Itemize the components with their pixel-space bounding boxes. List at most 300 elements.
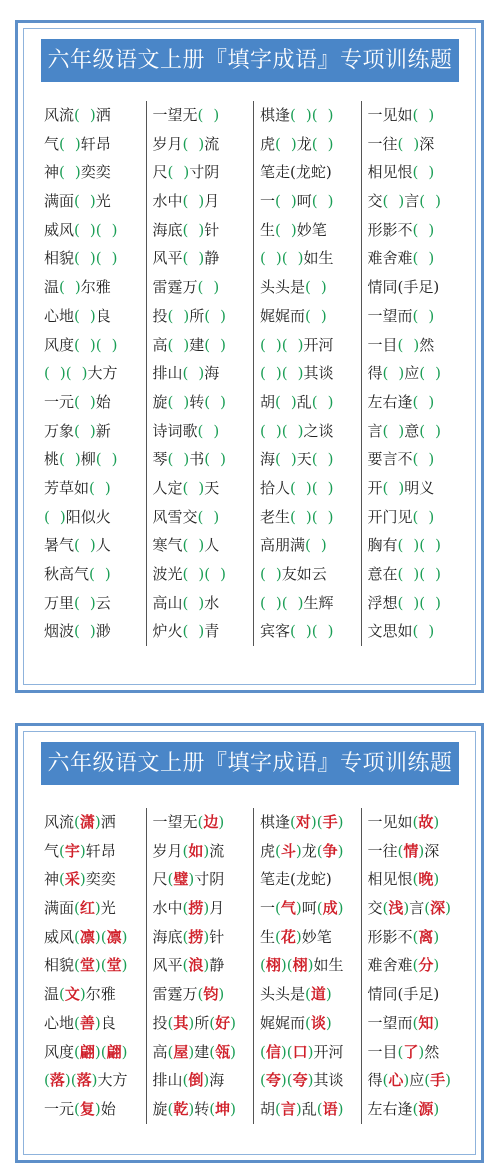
paren-open: ( [74,899,80,918]
paren-open: ( [281,593,288,612]
paren-close: ) [203,1071,210,1090]
idiom-text: 呵 [301,899,317,918]
paren-close: ) [89,106,96,124]
paren-open: ( [167,335,174,354]
idiom-question [44,359,146,388]
idiom-answer [368,1095,469,1124]
idiom-text: 娓娓而 [260,1013,306,1032]
idiom-question [153,589,254,618]
answer-char: 争 [322,841,338,860]
idiom-text: 雷霆万 [152,278,198,297]
paren-close: ) [433,956,440,975]
idiom-question [153,216,254,245]
idiom-text: 神 [44,163,60,182]
paren-open: ( [59,278,65,297]
paren-close: ) [74,278,81,297]
answer-char: 落 [49,1071,65,1090]
paren-close: ) [435,593,441,612]
paren-open: ( [74,536,80,555]
answer-char: 成 [322,899,338,918]
idiom-text: 静 [209,956,225,975]
idiom-question [44,503,146,532]
idiom-text: 奕奕 [85,870,116,889]
paren-close: ) [188,1042,195,1061]
paren-open: ( [311,106,318,124]
idiom-text: 万象 [44,421,75,440]
idiom-text: 水 [204,593,220,612]
paren-close: ) [89,421,96,440]
paren-close: ) [418,1042,425,1061]
paren-close: ) [398,478,405,497]
paren-close: ) [198,249,205,268]
idiom-text: 渺 [95,622,111,641]
idiom-question [44,331,146,360]
paren-open: ( [275,450,281,469]
idiom-text: 乱 [296,392,312,411]
idiom-text: 风平 [152,249,183,268]
answer-char: 堂 [106,956,122,975]
idiom-text: 一见如 [367,813,413,831]
idiom-answer [153,951,254,980]
idiom-text: 形影不 [367,927,413,946]
paren-open: ( [209,1099,216,1118]
paren-close: ) [198,220,205,239]
idiom-answer [153,980,254,1009]
paren-open: ( [260,956,266,975]
answer-char: 晚 [418,870,434,889]
idiom-question [153,531,254,560]
answer-char: 坤 [215,1099,231,1118]
paren-close: ) [220,450,226,469]
answer-char: 屋 [173,1042,189,1061]
idiom-question [368,560,469,589]
idiom-answer [260,894,361,923]
idiom-question [153,302,254,331]
idiom-text: 难舍难 [367,249,413,268]
answer-char: 采 [64,870,80,889]
paren-open: ( [89,565,95,583]
paren-open: ( [74,1042,80,1061]
paren-close: ) [198,593,205,612]
idiom-text: 虎 [260,134,276,153]
idiom-text: 交 [367,192,383,211]
paren-close: ) [94,1099,101,1118]
idiom-text: 得 [367,364,383,383]
answer-char: 谈 [310,1013,326,1032]
paren-open: ( [311,450,318,469]
paren-open: ( [419,364,426,383]
idiom-text: 轩昂 [80,134,111,153]
paren-open: ( [311,478,318,497]
paren-open: ( [281,249,288,268]
paren-open: ( [412,106,419,124]
paren-open: ( [74,593,80,612]
answer-char: 凛 [79,927,95,946]
idiom-text: 风流 [44,813,75,831]
idiom-text: 针 [204,220,220,239]
paren-close: ) [307,1071,314,1090]
idiom-text: 一往 [367,841,398,860]
paren-open: ( [59,134,65,153]
paren-open: ( [424,1071,431,1090]
paren-close: ) [198,134,205,153]
paren-open: ( [311,134,318,153]
idiom-question [368,474,469,503]
answer-char: 捞 [188,899,204,918]
idiom-text: 深 [419,134,435,153]
paren-close: ) [89,192,96,211]
paren-close: ) [203,899,210,918]
idiom-question [44,273,146,302]
paren-open: ( [182,841,189,860]
paren-open: ( [281,335,288,354]
idiom-question [368,331,469,360]
paren-close: ) [398,421,405,440]
answer-char: 宇 [64,841,80,860]
idiom-answer [44,894,146,923]
idiom-question [44,531,146,560]
paren-close: ) [203,927,210,946]
paren-open: ( [204,392,211,411]
paren-open: ( [260,593,266,612]
answer-char: 乾 [173,1099,189,1118]
idiom-question [153,130,254,159]
idiom-question [44,617,146,646]
idiom-text: 开门见 [367,507,413,526]
idiom-text: 一望无 [152,106,198,124]
idiom-answer [368,1038,469,1067]
paren-open: ( [100,927,107,946]
idiom-answer [44,808,146,837]
answer-char: 花 [280,927,296,946]
paren-close: ) [89,593,96,612]
paren-close: ) [94,956,101,975]
idiom-question [260,445,361,474]
idiom-text: 良 [100,1013,116,1032]
paren-close: ) [59,507,66,526]
paren-close: ) [290,220,297,239]
idiom-text: 情同(手足) [367,278,440,297]
idiom-text: 建 [194,1042,210,1061]
idiom-text: 开河 [313,1042,344,1061]
paren-open: ( [290,622,296,641]
paren-close: ) [337,899,344,918]
paren-close: ) [337,841,344,860]
paren-open: ( [305,306,311,325]
idiom-text: 流 [204,134,220,153]
paren-close: ) [280,1071,287,1090]
paren-close: ) [297,593,304,612]
paren-open: ( [311,622,318,641]
paren-open: ( [419,192,426,211]
idiom-text: 旋 [152,392,168,411]
paren-open: ( [74,421,80,440]
answer-char: 如 [188,841,204,860]
paren-close: ) [307,1042,314,1061]
paren-open: ( [275,392,281,411]
paren-close: ) [398,364,405,383]
idiom-text: 海 [260,450,276,469]
paren-close: ) [337,813,344,831]
idiom-answer [153,1009,254,1038]
answer-char: 心 [388,1071,404,1090]
paren-open: ( [74,927,80,946]
idiom-text: 万里 [44,593,75,612]
idiom-answer [44,865,146,894]
paren-close: ) [435,364,441,383]
idiom-text: 左右逢 [367,1099,413,1118]
idiom-text: 生 [260,927,276,946]
paren-close: ) [325,985,332,1004]
paren-close: ) [435,536,441,555]
idiom-text: 呵 [296,192,312,211]
paren-open: ( [412,927,419,946]
idiom-question [368,445,469,474]
paren-close: ) [290,134,297,153]
paren-open: ( [382,478,389,497]
paren-open: ( [74,220,80,239]
idiom-text: 龙 [301,841,317,860]
answer-char: 红 [79,899,95,918]
idiom-column-4 [361,808,469,1124]
idiom-text: 人 [204,536,220,555]
idiom-answer [153,894,254,923]
idiom-text: 虎 [260,841,276,860]
paren-close: ) [230,1042,236,1061]
idiom-text: 意 [404,421,420,440]
paren-open: ( [74,192,80,211]
paren-open: ( [197,278,204,297]
idiom-text: 流 [209,841,225,860]
idiom-text: 妙笔 [296,220,327,239]
answer-char: 言 [280,1099,296,1118]
idiom-text: 芳草如 [44,478,90,497]
paren-open: ( [311,192,318,211]
paren-open: ( [412,1013,419,1032]
answer-char: 手 [430,1071,446,1090]
idiom-question [153,187,254,216]
idiom-question [368,503,469,532]
paren-close: ) [198,565,205,583]
paren-open: ( [167,1042,174,1061]
idiom-text: 风流 [44,106,75,124]
idiom-text: 笔走(龙蛇) [260,870,332,889]
idiom-question-grid [38,101,468,646]
idiom-question [260,216,361,245]
idiom-answer [153,1038,254,1067]
idiom-answer [260,1038,361,1067]
idiom-text: 威风 [44,927,75,946]
idiom-answer [368,865,469,894]
paren-close: ) [111,450,118,469]
idiom-answer [260,1095,361,1124]
answer-char: 栩 [292,956,308,975]
paren-open: ( [197,985,204,1004]
idiom-text: 所 [189,306,205,325]
paren-close: ) [89,335,96,354]
idiom-question [153,560,254,589]
idiom-text: 天 [296,450,312,469]
idiom-text: 胸有 [367,536,398,555]
idiom-question [260,617,361,646]
idiom-text: 宾客 [260,622,291,641]
paren-close: ) [81,364,88,383]
answer-char: 潇 [79,813,95,831]
paren-open: ( [311,392,318,411]
paren-close: ) [79,841,86,860]
idiom-answer [44,1095,146,1124]
paren-open: ( [260,335,266,354]
paren-close: ) [220,306,226,325]
paren-open: ( [260,364,266,383]
answer-char: 瓴 [215,1042,231,1061]
paren-open: ( [290,478,296,497]
idiom-text: 水中 [152,192,183,211]
paren-close: ) [435,421,441,440]
idiom-question [153,359,254,388]
idiom-question [44,101,146,130]
idiom-text: 良 [95,306,111,325]
answer-char: 钧 [203,985,219,1004]
idiom-question [153,617,254,646]
idiom-answer [260,865,361,894]
paren-close: ) [433,870,440,889]
idiom-answer [368,837,469,866]
idiom-text: 一目 [367,335,398,354]
idiom-text: 尔雅 [85,985,116,1004]
idiom-question [153,158,254,187]
paren-close: ) [428,163,435,182]
paren-close: ) [198,622,205,641]
paren-close: ) [213,278,220,297]
paren-open: ( [204,450,211,469]
paren-close: ) [320,278,327,297]
idiom-question [260,474,361,503]
answer-char: 翩 [106,1042,122,1061]
paren-close: ) [295,1099,302,1118]
paren-close: ) [295,841,302,860]
idiom-text: 棋逢 [260,106,291,124]
idiom-text: 秋高气 [44,565,90,583]
paren-close: ) [428,450,435,469]
idiom-text: 建 [189,335,205,354]
idiom-text: 青 [204,622,220,641]
idiom-question [260,503,361,532]
paren-open: ( [397,565,404,583]
paren-open: ( [412,1099,419,1118]
idiom-text: 水中 [152,899,183,918]
idiom-answer [368,1066,469,1095]
paren-close: ) [433,927,440,946]
answer-char: 浅 [388,899,404,918]
idiom-column-2 [146,808,254,1124]
idiom-question [153,445,254,474]
idiom-text: 大方 [87,364,118,383]
idiom-text: 浮想 [367,593,398,612]
idiom-text: 岁月 [152,134,183,153]
paren-open: ( [397,335,404,354]
idiom-question [44,158,146,187]
paren-open: ( [419,536,426,555]
paren-close: ) [188,1013,195,1032]
paren-close: ) [213,507,220,526]
paren-close: ) [74,163,81,182]
paren-close: ) [418,841,425,860]
paren-close: ) [445,899,451,918]
paren-close: ) [104,478,111,497]
paren-close: ) [59,364,66,383]
paren-open: ( [412,220,419,239]
idiom-text: 言 [409,899,425,918]
paren-open: ( [182,249,189,268]
paren-open: ( [167,450,174,469]
idiom-question [260,101,361,130]
paren-open: ( [316,1099,323,1118]
idiom-question [260,417,361,446]
idiom-text: 其谈 [303,364,334,383]
idiom-text: 一 [260,192,276,211]
paren-open: ( [260,1071,266,1090]
idiom-text: 寒气 [152,536,183,555]
idiom-text: 旋 [152,1099,168,1118]
paren-open: ( [286,956,293,975]
paren-open: ( [65,364,72,383]
paren-close: ) [89,306,96,325]
paren-open: ( [290,813,296,831]
idiom-question [153,388,254,417]
idiom-text: 娓娓而 [260,306,306,325]
paren-open: ( [167,392,174,411]
idiom-text: 心地 [44,306,75,325]
answer-char: 璧 [173,870,189,889]
idiom-text: 言 [404,192,420,211]
paren-close: ) [320,536,327,555]
paren-open: ( [316,813,323,831]
paren-close: ) [121,1042,128,1061]
paren-close: ) [337,1099,344,1118]
paren-close: ) [428,249,435,268]
paren-close: ) [305,507,312,526]
idiom-question [368,187,469,216]
idiom-text: 月 [209,899,225,918]
paren-open: ( [260,1042,266,1061]
paren-close: ) [435,565,441,583]
idiom-question [260,187,361,216]
idiom-text: 得 [367,1071,383,1090]
paren-close: ) [188,1099,195,1118]
idiom-text: 龙 [296,134,312,153]
idiom-text: 风平 [152,956,183,975]
answer-char: 离 [418,927,434,946]
paren-open: ( [59,841,65,860]
paren-open: ( [74,249,80,268]
paren-open: ( [419,593,426,612]
idiom-text: 生 [260,220,276,239]
paren-close: ) [305,478,312,497]
paren-close: ) [198,536,205,555]
idiom-answer [44,1009,146,1038]
idiom-text: 大方 [97,1071,128,1090]
answer-char: 斗 [280,841,296,860]
idiom-text: 妙笔 [301,927,332,946]
paren-open: ( [182,956,189,975]
paren-open: ( [167,163,174,182]
idiom-column-3 [253,101,361,646]
paren-close: ) [111,335,118,354]
idiom-text: 形影不 [367,220,413,239]
idiom-text: 言 [367,421,383,440]
paren-close: ) [79,870,86,889]
